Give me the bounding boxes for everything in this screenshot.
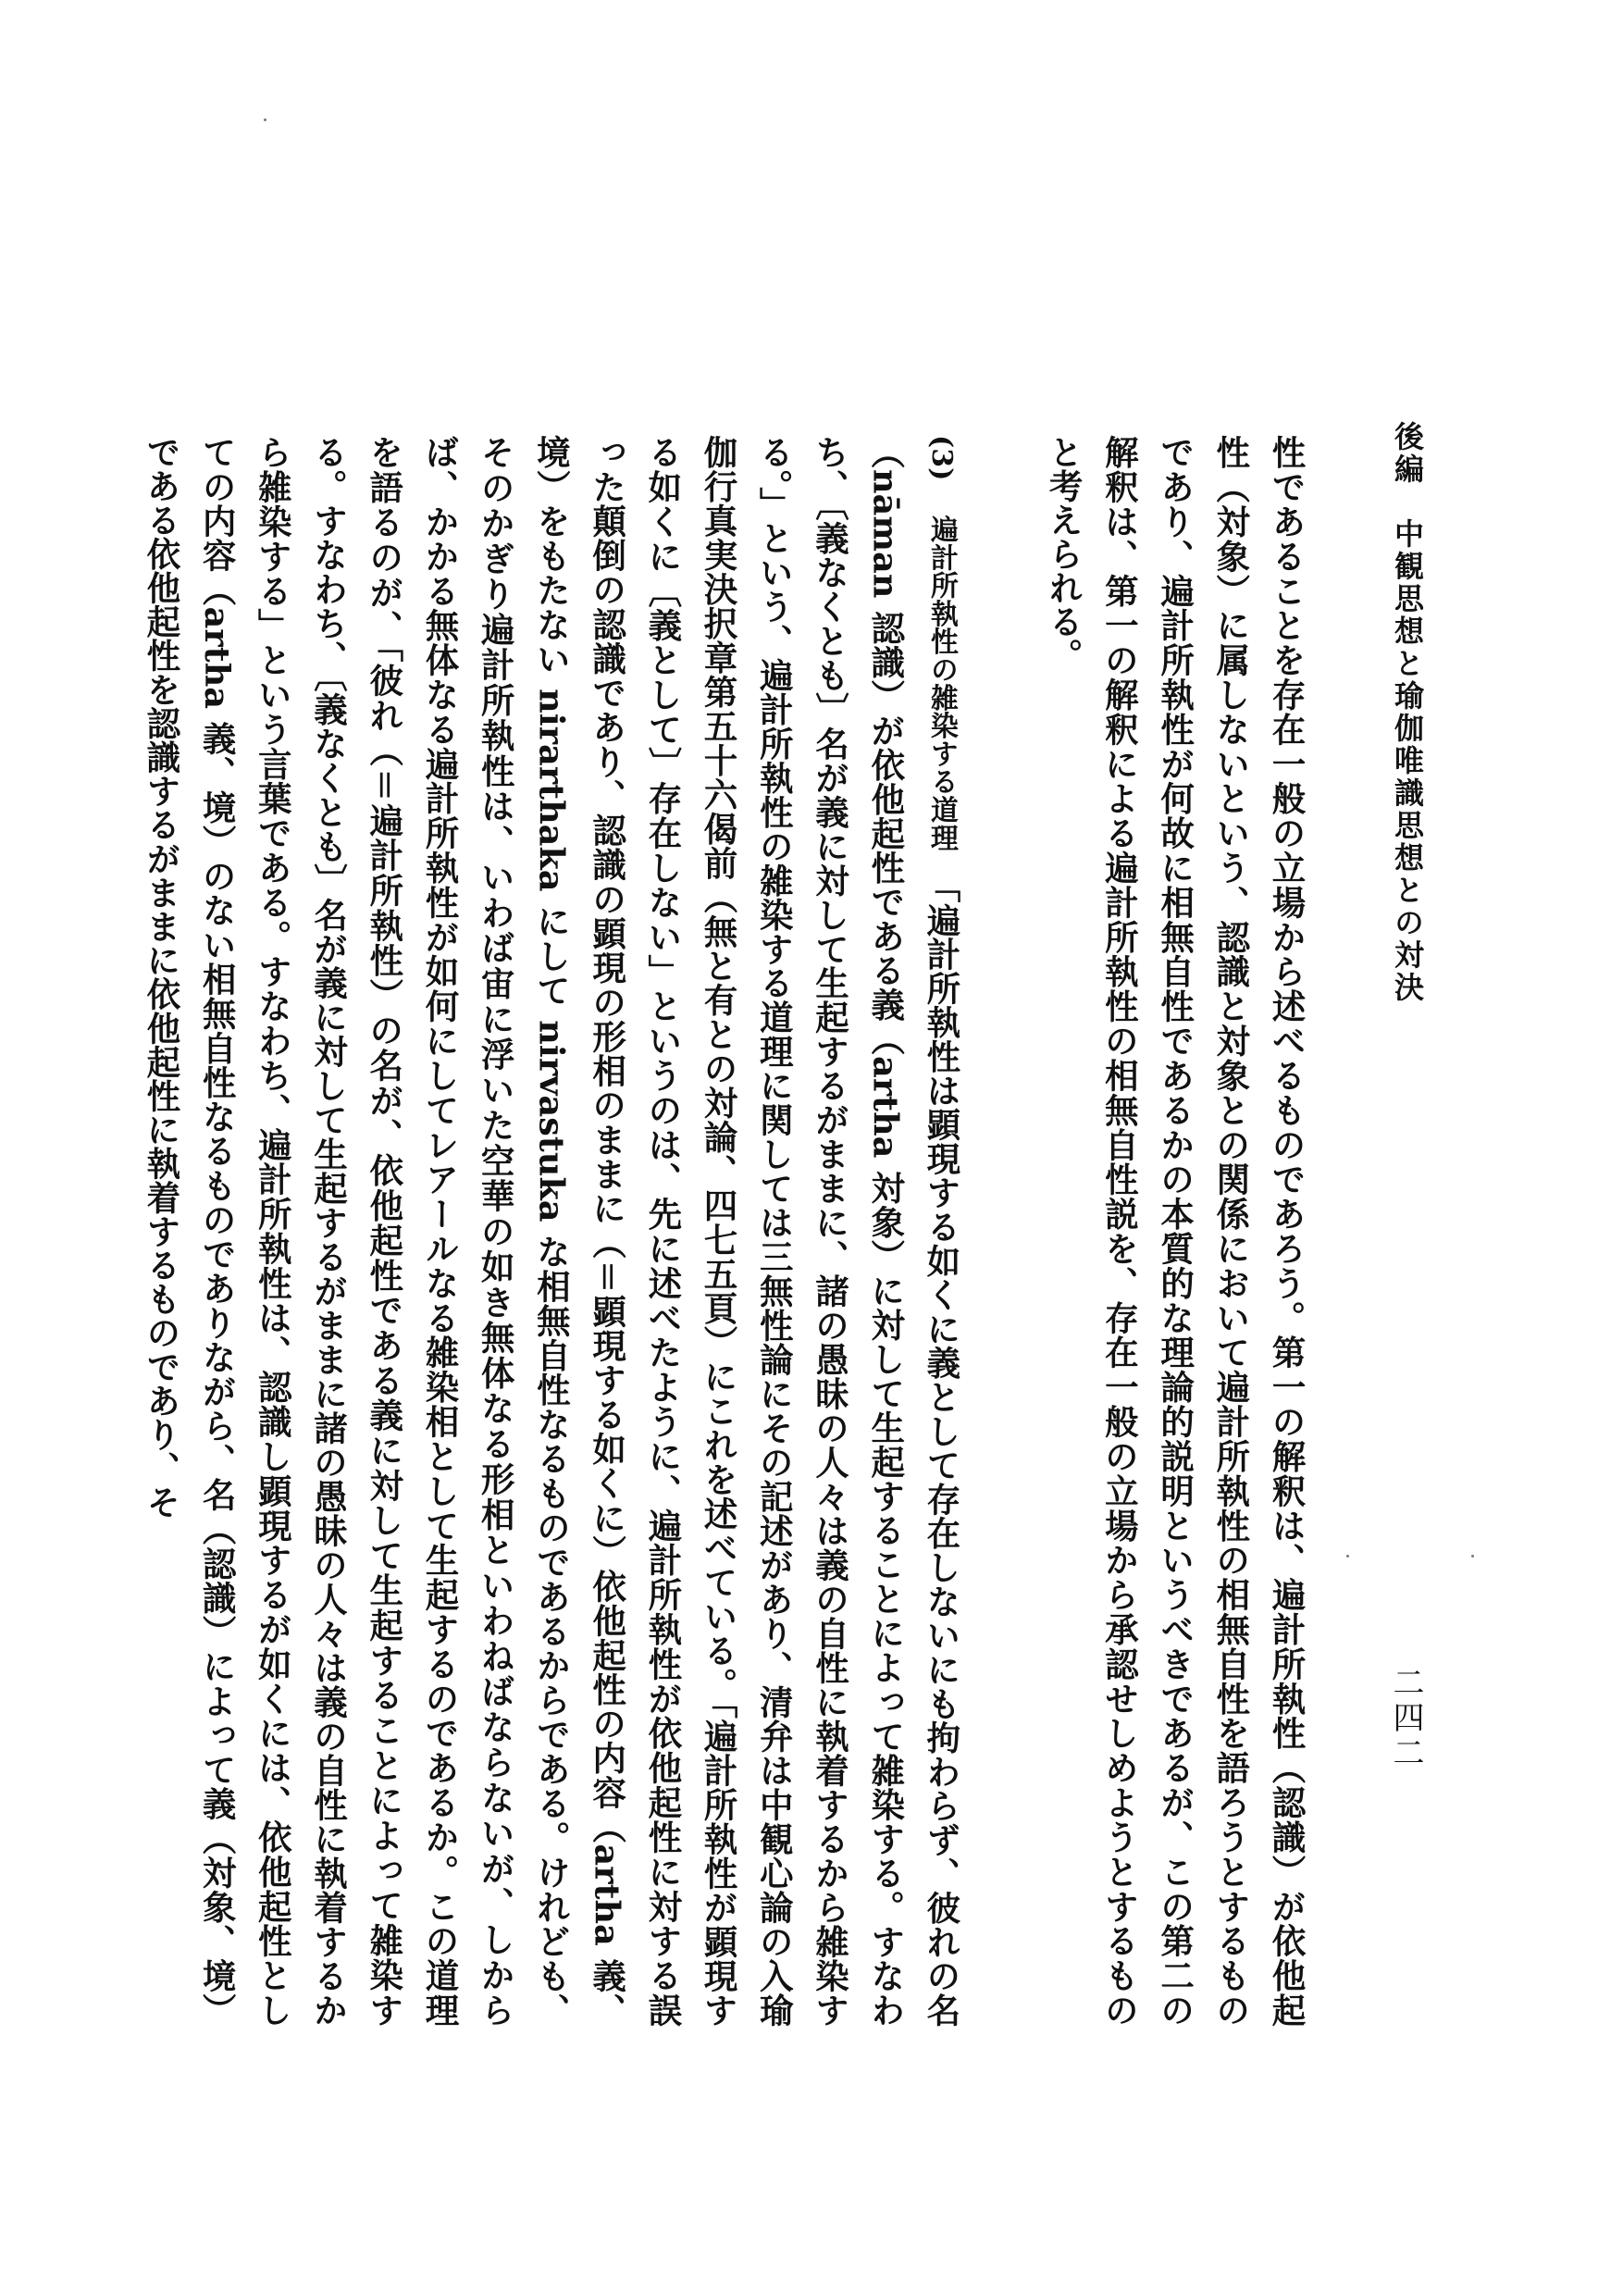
scan-speck xyxy=(264,118,266,121)
page-number: 二四二 xyxy=(1387,1666,1424,1771)
running-head: 後編 中観思想と瑜伽唯識思想との対決 xyxy=(1390,421,1425,1004)
section-gap xyxy=(969,435,1035,2027)
section-text: 「遍計所執性は顕現する如くに義として存在しないにも拘わらず、彼れの名（nāman 認識）が依他起性である義（artha 対象）に対して生起することによって雑染する。すなわち、〔義なくとも〕名が義に対して生起するがままに、諸の愚昧の人々は義の自性に執着するから雑染する。」という、遍計所執性の雑染する道理に関しては三無性論にその記述があり、清弁は中観心論の入瑜伽行真実決択章第五十六偈前（無と有との対論、四七五頁）にこれを述べている。「遍計所執性が顕現する如くに〔義として〕存在しない」というのは、先に述べたように、遍計所執性が依他起性に対する誤った顛倒の認識であり、認識の顕現の形相のままに（＝顕現する如くに）依他起性の内容（artha 義、境）をもたない nirarthaka にして nirvastuka な相無自性なるものであるからである。けれども、そのかぎり遍計所執性は、いわば宙に浮いた空華の如き無体なる形相といわねばならないが、しからば、かかる無体なる遍計所執性が如何にしてレアールなる雑染相として生起するのであるか。この道理を語るのが、「彼れ（＝遍計所執性）の名が、依他起性である義に対して生起することによって雑染する。すなわち、〔義なくとも〕名が義に対して生起するがままに諸の愚昧の人々は義の自性に執着するから雑染する」という言葉である。すなわち、遍計所執性は、認識し顕現するが如くには、依他起性としての内容（artha 義、境）のない相無自性なるものでありながら、名（認識）によって義（対象、境）である依他起性を認識するがままに依他起性に執着するものであり、そ xyxy=(141,435,961,2027)
section-number: (3) xyxy=(924,435,958,481)
scan-speck xyxy=(1471,1555,1474,1558)
section-3-paragraph xyxy=(133,435,969,2027)
section-heading: 遍計所執性の雑染する道理 xyxy=(924,515,958,852)
scan-speck xyxy=(1346,1555,1349,1558)
body-text xyxy=(141,435,1314,2027)
paragraph-continued: 性であることを存在一般の立場から述べるものであろう。第一の解釈は、遍計所執性（認識）が依他起性（対象）に属しないという、認識と対象との関係において遍計所執性の相無自性を語ろうとするものであり、遍計所執性が何故に相無自性であるかの本質的な理論的説明というべきであるが、この第二の解釈は、第一の解釈による遍計所執性の相無自性説を、存在一般の立場から承認せしめようとするものと考えられる。 xyxy=(1044,435,1307,2027)
